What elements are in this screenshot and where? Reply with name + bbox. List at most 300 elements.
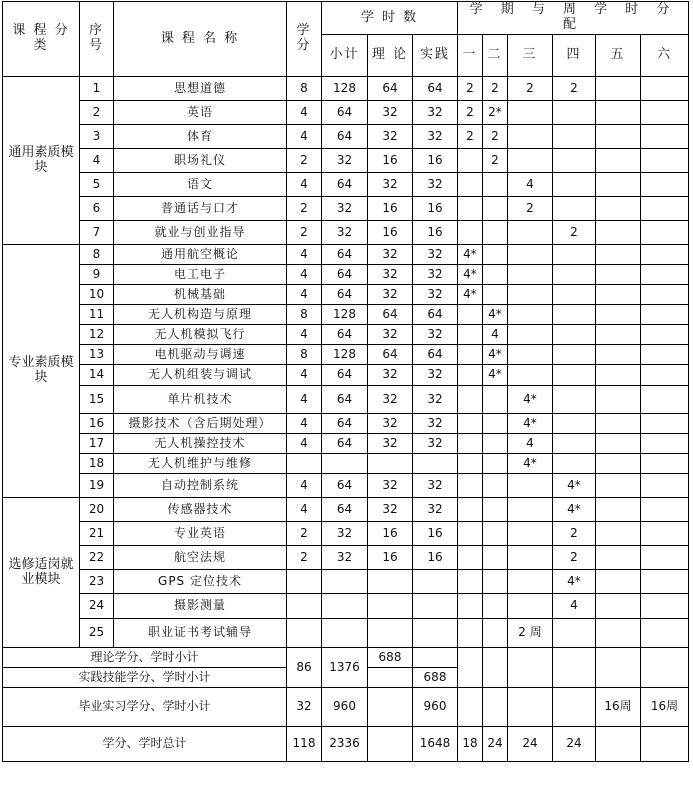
semester-5 xyxy=(596,149,641,173)
semester-1 xyxy=(458,414,483,434)
semester-5 xyxy=(596,546,641,570)
category-cell: 通用素质模块 xyxy=(3,77,80,245)
course-row xyxy=(3,474,689,498)
hours-subtotal: 32 xyxy=(322,197,368,221)
course-name: 无人机维护与维修 xyxy=(114,454,287,474)
credits-header: 学 分 xyxy=(287,2,322,77)
hours-subtotal: 32 xyxy=(322,546,368,570)
credits: 4 xyxy=(287,125,322,149)
internship-subtotal: 960 xyxy=(322,688,368,727)
semester-4 xyxy=(553,173,596,197)
hours-subtotal: 32 xyxy=(322,149,368,173)
semester-6 xyxy=(641,386,689,414)
semester-1 xyxy=(458,365,483,386)
course-row xyxy=(3,265,689,285)
row-number: 12 xyxy=(80,325,114,345)
hours-subtotal: 128 xyxy=(322,345,368,365)
course-name: 自动控制系统 xyxy=(114,474,287,498)
total-summary-label: 学分、学时总计 xyxy=(3,727,287,762)
semester-3 xyxy=(508,474,553,498)
theory-hours: 32 xyxy=(368,101,413,125)
semester-1: 4* xyxy=(458,265,483,285)
credits: 8 xyxy=(287,305,322,325)
semester-4 xyxy=(553,365,596,386)
hours-subtotal: 64 xyxy=(322,173,368,197)
semester-1: 2 xyxy=(458,101,483,125)
credits: 4 xyxy=(287,474,322,498)
practice-hours: 16 xyxy=(413,149,458,173)
semester-3 xyxy=(508,245,553,265)
hours-subtotal: 128 xyxy=(322,305,368,325)
header-row xyxy=(3,2,689,35)
semester-2 xyxy=(483,386,508,414)
semester-3 xyxy=(508,345,553,365)
credits: 2 xyxy=(287,197,322,221)
semester-4 xyxy=(553,125,596,149)
row-number: 25 xyxy=(80,619,114,648)
semester-4 xyxy=(553,197,596,221)
summary-total-row xyxy=(3,727,689,762)
semester-1 xyxy=(458,434,483,454)
semester-5 xyxy=(596,77,641,101)
practice-hours: 32 xyxy=(413,325,458,345)
empty-cell xyxy=(553,648,596,688)
semester-3 xyxy=(508,149,553,173)
semester-5 xyxy=(596,305,641,325)
credits: 4 xyxy=(287,265,322,285)
semester-3 xyxy=(508,498,553,522)
row-number: 16 xyxy=(80,414,114,434)
total-credits: 118 xyxy=(287,727,322,762)
semester-3 xyxy=(508,365,553,386)
semester-6 xyxy=(641,414,689,434)
row-number: 8 xyxy=(80,245,114,265)
semester-5 xyxy=(596,245,641,265)
total-semester-2: 24 xyxy=(483,727,508,762)
theory-hours: 32 xyxy=(368,474,413,498)
semester-3: 4* xyxy=(508,414,553,434)
row-number: 2 xyxy=(80,101,114,125)
semester-3: 4* xyxy=(508,454,553,474)
semester-5 xyxy=(596,570,641,594)
credits: 8 xyxy=(287,77,322,101)
hours-subtotal: 128 xyxy=(322,77,368,101)
semester-2 xyxy=(483,498,508,522)
row-number: 22 xyxy=(80,546,114,570)
course-name: 思想道德 xyxy=(114,77,287,101)
semester-6 xyxy=(641,619,689,648)
hours-subtotal: 64 xyxy=(322,285,368,305)
semester-1 xyxy=(458,619,483,648)
course-name: 摄影测量 xyxy=(114,594,287,619)
combined-subtotal: 1376 xyxy=(322,648,368,688)
semester-1 xyxy=(458,454,483,474)
practice-hours: 16 xyxy=(413,522,458,546)
course-row xyxy=(3,149,689,173)
course-row xyxy=(3,434,689,454)
course-row xyxy=(3,125,689,149)
hours-subtotal: 64 xyxy=(322,125,368,149)
semester-6 xyxy=(641,221,689,245)
course-name: 摄影技术（含后期处理） xyxy=(114,414,287,434)
credits xyxy=(287,594,322,619)
hours-subtotal xyxy=(322,594,368,619)
course-name: 单片机技术 xyxy=(114,386,287,414)
semester-5 xyxy=(596,345,641,365)
semester-2: 4* xyxy=(483,365,508,386)
course-row xyxy=(3,619,689,648)
semester-6 xyxy=(641,325,689,345)
row-number: 13 xyxy=(80,345,114,365)
theory-hours: 16 xyxy=(368,546,413,570)
hours-subtotal: 32 xyxy=(322,522,368,546)
semester-5 xyxy=(596,414,641,434)
semester-4 xyxy=(553,325,596,345)
hours-subtotal xyxy=(322,619,368,648)
row-number: 24 xyxy=(80,594,114,619)
semester-2: 2* xyxy=(483,101,508,125)
course-row xyxy=(3,594,689,619)
semester-6 xyxy=(641,498,689,522)
practice-hours: 32 xyxy=(413,245,458,265)
row-number: 1 xyxy=(80,77,114,101)
semester-3 xyxy=(508,522,553,546)
course-row xyxy=(3,245,689,265)
semester-3: 4 xyxy=(508,173,553,197)
theory-hours: 32 xyxy=(368,386,413,414)
semester-6 xyxy=(641,149,689,173)
course-row xyxy=(3,522,689,546)
semester-4 xyxy=(553,149,596,173)
hours-subtotal: 64 xyxy=(322,325,368,345)
semester-1 xyxy=(458,594,483,619)
course-name: 机械基础 xyxy=(114,285,287,305)
credits: 4 xyxy=(287,386,322,414)
semester-4: 4* xyxy=(553,474,596,498)
semester-4 xyxy=(553,434,596,454)
row-number: 10 xyxy=(80,285,114,305)
theory-hours: 64 xyxy=(368,305,413,325)
practice-hours: 16 xyxy=(413,221,458,245)
total-semester-3: 24 xyxy=(508,727,553,762)
semester-3 xyxy=(508,325,553,345)
semester-6 xyxy=(641,245,689,265)
credits: 4 xyxy=(287,365,322,386)
semester-4: 4 xyxy=(553,594,596,619)
internship-summary-label: 毕业实习学分、学时小计 xyxy=(3,688,287,727)
semester-2 xyxy=(483,414,508,434)
credits: 4 xyxy=(287,285,322,305)
practice-hours xyxy=(413,619,458,648)
course-name: 就业与创业指导 xyxy=(114,221,287,245)
semester-1 xyxy=(458,498,483,522)
semester-4 xyxy=(553,414,596,434)
semester-header-5: 五 xyxy=(596,35,641,77)
course-name: 传感器技术 xyxy=(114,498,287,522)
course-name: 无人机组装与调试 xyxy=(114,365,287,386)
row-number: 20 xyxy=(80,498,114,522)
course-name: 电机驱动与调速 xyxy=(114,345,287,365)
semester-5 xyxy=(596,619,641,648)
practice-hours xyxy=(413,570,458,594)
semester-2 xyxy=(483,265,508,285)
empty-cell xyxy=(596,648,641,688)
practice-hours xyxy=(413,454,458,474)
semester-4: 4* xyxy=(553,498,596,522)
course-row xyxy=(3,305,689,325)
semester-2 xyxy=(483,221,508,245)
credits: 8 xyxy=(287,345,322,365)
credits: 4 xyxy=(287,245,322,265)
semester-1: 4* xyxy=(458,245,483,265)
practice-hours xyxy=(413,594,458,619)
row-number: 23 xyxy=(80,570,114,594)
credits: 2 xyxy=(287,522,322,546)
course-row xyxy=(3,454,689,474)
semester-1: 2 xyxy=(458,77,483,101)
credits: 2 xyxy=(287,546,322,570)
semester-1 xyxy=(458,546,483,570)
row-number: 9 xyxy=(80,265,114,285)
course-row xyxy=(3,77,689,101)
semester-2: 2 xyxy=(483,149,508,173)
row-number: 4 xyxy=(80,149,114,173)
semester-2: 4 xyxy=(483,325,508,345)
practice-header: 实践 xyxy=(413,35,458,77)
semester-6 xyxy=(641,265,689,285)
semester-2: 2 xyxy=(483,125,508,149)
course-name: 普通话与口才 xyxy=(114,197,287,221)
hours-subtotal: 64 xyxy=(322,414,368,434)
course-name: 无人机构造与原理 xyxy=(114,305,287,325)
semester-4 xyxy=(553,345,596,365)
credits: 2 xyxy=(287,221,322,245)
total-semester-1: 18 xyxy=(458,727,483,762)
semester-1 xyxy=(458,325,483,345)
semester-header-6: 六 xyxy=(641,35,689,77)
semester-4 xyxy=(553,386,596,414)
theory-hours: 32 xyxy=(368,434,413,454)
course-name: 英语 xyxy=(114,101,287,125)
semester-2 xyxy=(483,285,508,305)
course-row xyxy=(3,285,689,305)
semester-3: 4* xyxy=(508,386,553,414)
semester-header-3: 三 xyxy=(508,35,553,77)
semester-4 xyxy=(553,454,596,474)
practice-hours: 32 xyxy=(413,125,458,149)
semester-1: 4* xyxy=(458,285,483,305)
course-name: 无人机操控技术 xyxy=(114,434,287,454)
curriculum-table xyxy=(2,1,689,762)
semester-2 xyxy=(483,546,508,570)
semester-allocation-header: 学 期 与 周 学 时 分 配 xyxy=(458,2,689,35)
semester-6 xyxy=(641,546,689,570)
empty-cell xyxy=(508,688,553,727)
semester-1 xyxy=(458,474,483,498)
semester-6 xyxy=(641,125,689,149)
row-number: 15 xyxy=(80,386,114,414)
credits: 4 xyxy=(287,434,322,454)
row-number: 3 xyxy=(80,125,114,149)
semester-1 xyxy=(458,173,483,197)
empty-cell xyxy=(413,648,458,668)
semester-2 xyxy=(483,245,508,265)
course-row xyxy=(3,570,689,594)
course-name: 通用航空概论 xyxy=(114,245,287,265)
credits: 2 xyxy=(287,149,322,173)
internship-credits: 32 xyxy=(287,688,322,727)
category-cell: 专业素质模块 xyxy=(3,245,80,498)
internship-semester-5: 16周 xyxy=(596,688,641,727)
semester-5 xyxy=(596,474,641,498)
row-number: 18 xyxy=(80,454,114,474)
practice-hours: 32 xyxy=(413,474,458,498)
semester-4: 2 xyxy=(553,546,596,570)
semester-2 xyxy=(483,570,508,594)
semester-1 xyxy=(458,221,483,245)
theory-hours: 32 xyxy=(368,365,413,386)
semester-5 xyxy=(596,101,641,125)
total-semester-4: 24 xyxy=(553,727,596,762)
empty-cell xyxy=(596,727,641,762)
empty-cell xyxy=(458,648,483,688)
semester-5 xyxy=(596,594,641,619)
theory-hours: 64 xyxy=(368,345,413,365)
course-row xyxy=(3,414,689,434)
credits: 4 xyxy=(287,414,322,434)
semester-1 xyxy=(458,386,483,414)
practice-hours: 32 xyxy=(413,285,458,305)
credits xyxy=(287,619,322,648)
semester-5 xyxy=(596,365,641,386)
empty-cell xyxy=(641,727,689,762)
semester-5 xyxy=(596,498,641,522)
semester-5 xyxy=(596,197,641,221)
semester-1 xyxy=(458,305,483,325)
semester-2: 2 xyxy=(483,77,508,101)
row-number: 21 xyxy=(80,522,114,546)
practice-hours: 32 xyxy=(413,498,458,522)
semester-1: 2 xyxy=(458,125,483,149)
theory-hours: 32 xyxy=(368,325,413,345)
semester-3: 2 xyxy=(508,77,553,101)
empty-cell xyxy=(458,688,483,727)
theory-hours: 32 xyxy=(368,265,413,285)
semester-3 xyxy=(508,570,553,594)
semester-3 xyxy=(508,305,553,325)
semester-3 xyxy=(508,546,553,570)
semester-1 xyxy=(458,522,483,546)
practice-hours: 32 xyxy=(413,101,458,125)
credits xyxy=(287,570,322,594)
semester-4 xyxy=(553,285,596,305)
theory-hours: 32 xyxy=(368,173,413,197)
semester-4 xyxy=(553,619,596,648)
hours-subtotal xyxy=(322,570,368,594)
theory-hours: 32 xyxy=(368,285,413,305)
hours-subtotal: 64 xyxy=(322,265,368,285)
course-name: 电工电子 xyxy=(114,265,287,285)
theory-hours: 16 xyxy=(368,221,413,245)
semester-5 xyxy=(596,125,641,149)
course-name: 职场礼仪 xyxy=(114,149,287,173)
course-name-header: 课 程 名 称 xyxy=(114,2,287,77)
semester-3: 2 周 xyxy=(508,619,553,648)
semester-4: 2 xyxy=(553,221,596,245)
course-name: 航空法规 xyxy=(114,546,287,570)
semester-2 xyxy=(483,619,508,648)
theory-hours: 32 xyxy=(368,245,413,265)
semester-6 xyxy=(641,345,689,365)
practice-hours: 16 xyxy=(413,197,458,221)
hours-subtotal: 64 xyxy=(322,101,368,125)
theory-header: 理 论 xyxy=(368,35,413,77)
empty-cell xyxy=(641,648,689,688)
hours-subtotal: 64 xyxy=(322,498,368,522)
practice-hours: 64 xyxy=(413,305,458,325)
empty-cell xyxy=(508,648,553,688)
practice-hours: 32 xyxy=(413,414,458,434)
practice-hours: 32 xyxy=(413,434,458,454)
row-number: 6 xyxy=(80,197,114,221)
total-practice: 1648 xyxy=(413,727,458,762)
semester-6 xyxy=(641,365,689,386)
semester-3 xyxy=(508,594,553,619)
course-name: GPS 定位技术 xyxy=(114,570,287,594)
practice-hours: 16 xyxy=(413,546,458,570)
semester-6 xyxy=(641,305,689,325)
hours-subtotal: 64 xyxy=(322,434,368,454)
semester-2: 4* xyxy=(483,305,508,325)
subtotal-header: 小计 xyxy=(322,35,368,77)
semester-5 xyxy=(596,285,641,305)
course-row xyxy=(3,365,689,386)
empty-cell xyxy=(483,688,508,727)
total-subtotal: 2336 xyxy=(322,727,368,762)
course-name: 职业证书考试辅导 xyxy=(114,619,287,648)
semester-2 xyxy=(483,197,508,221)
semester-4: 2 xyxy=(553,77,596,101)
course-row xyxy=(3,345,689,365)
semester-5 xyxy=(596,325,641,345)
semester-5 xyxy=(596,454,641,474)
hours-subtotal: 32 xyxy=(322,221,368,245)
semester-3 xyxy=(508,101,553,125)
course-row xyxy=(3,386,689,414)
semester-6 xyxy=(641,594,689,619)
theory-hours xyxy=(368,619,413,648)
semester-3: 2 xyxy=(508,197,553,221)
semester-1 xyxy=(458,570,483,594)
semester-2: 4* xyxy=(483,345,508,365)
credits: 4 xyxy=(287,498,322,522)
summary-theory-row xyxy=(3,648,689,668)
semester-2 xyxy=(483,454,508,474)
credits: 4 xyxy=(287,101,322,125)
practice-hours: 64 xyxy=(413,77,458,101)
semester-2 xyxy=(483,173,508,197)
course-row xyxy=(3,197,689,221)
category-cell: 选修适岗就业模块 xyxy=(3,498,80,648)
semester-3 xyxy=(508,125,553,149)
semester-6 xyxy=(641,522,689,546)
theory-hours: 16 xyxy=(368,522,413,546)
internship-semester-6: 16周 xyxy=(641,688,689,727)
semester-4: 4* xyxy=(553,570,596,594)
semester-2 xyxy=(483,522,508,546)
semester-5 xyxy=(596,386,641,414)
semester-6 xyxy=(641,474,689,498)
